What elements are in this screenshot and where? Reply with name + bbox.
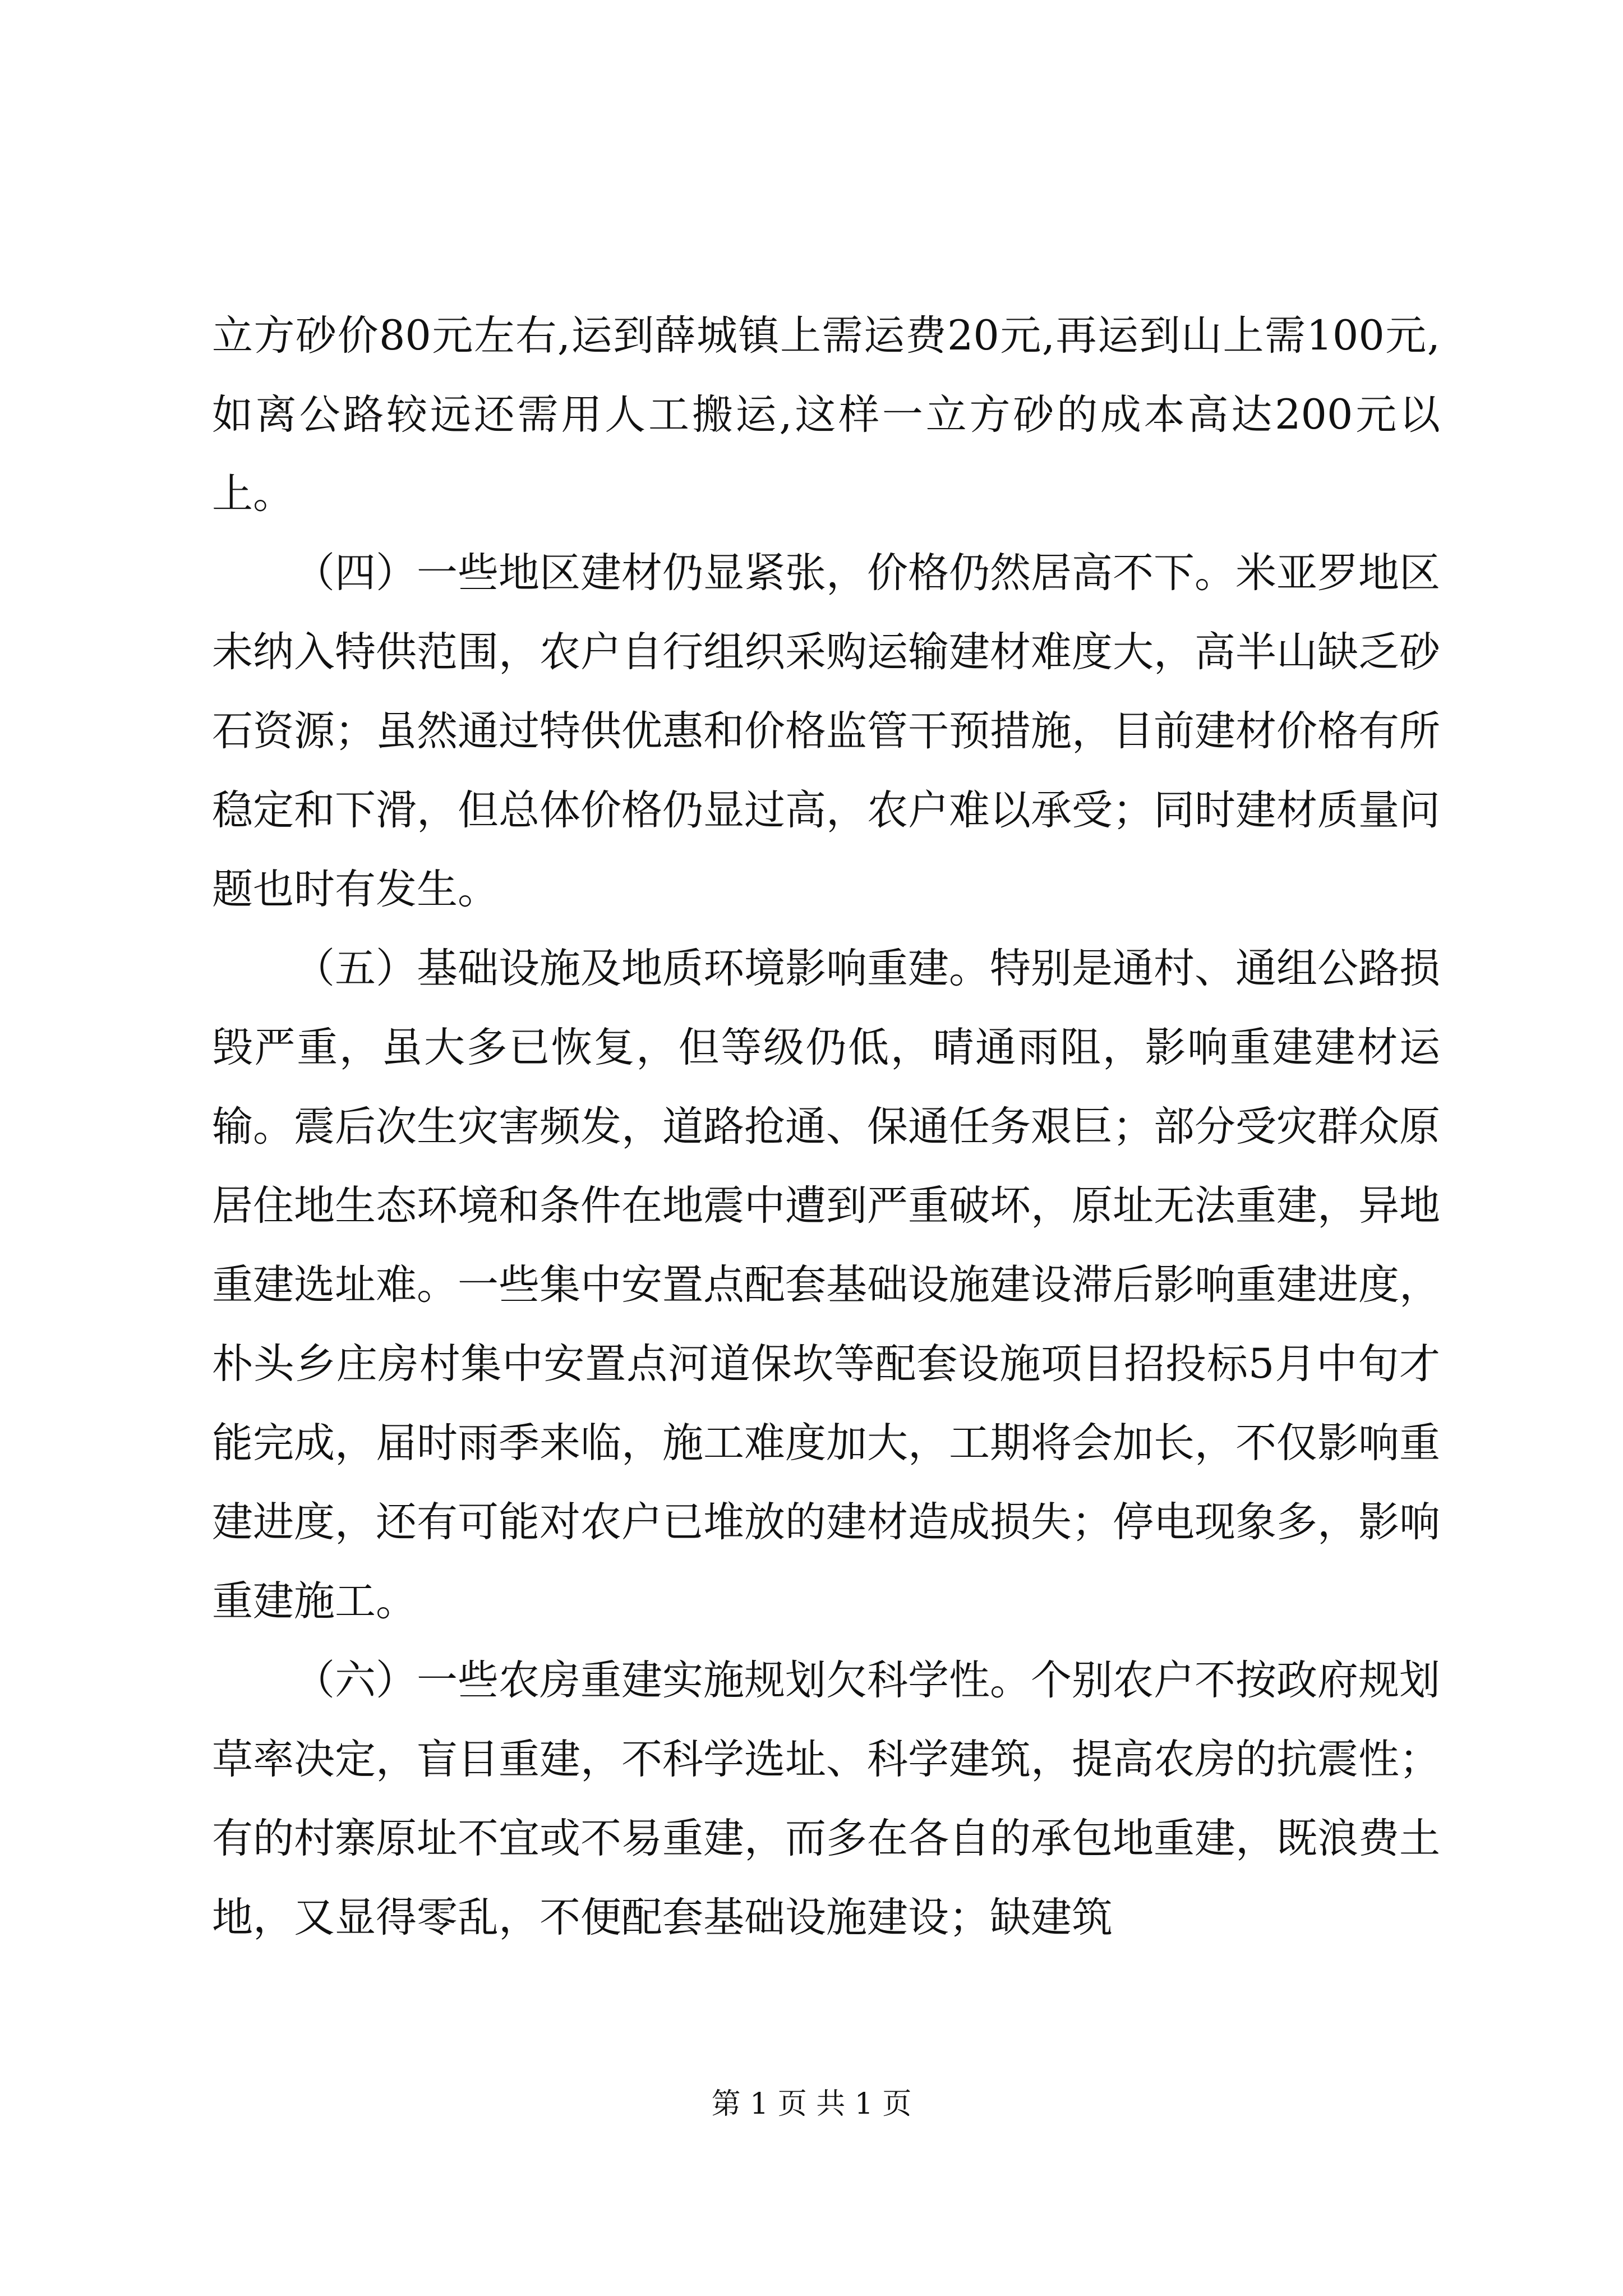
paragraph-section-4: （四）一些地区建材仍显紧张，价格仍然居高不下。米亚罗地区未纳入特供范围，农户自行组织采购运输建材难度大，高半山缺乏砂石资源；虽然通过特供优惠和价格监管干预措施，目前建材价格有所稳定和下滑，但总体价格仍显过高，农户难以承受；同时建材质量问题也时有发生。	[212, 549, 1440, 913]
paragraph-section-5: （五）基础设施及地质环境影响重建。特别是通村、通组公路损毁严重，虽大多已恢复，但等级仍低，晴通雨阻，影响重建建材运输。震后次生灾害频发，道路抢通、保通任务艰巨；部分受灾群众原居住地生态环境和条件在地震中遭到严重破坏，原址无法重建，异地重建选址难。一些集中安置点配套基础设施建设滞后影响重建进度，朴头乡庄房村集中安置点河道保坎等配套设施项目招投标5月中旬才能完成，届时雨季来临，施工难度加大，工期将会加长，不仅影响重建进度，还有可能对农户已堆放的建材造成损失；停电现象多，影响重建施工。	[212, 945, 1440, 1625]
paragraph-sand-cost: 立方砂价80元左右,运到薛城镇上需运费20元,再运到山上需100元,如离公路较远还需用人工搬运,这样一立方砂的成本高达200元以上。	[212, 312, 1440, 518]
paragraph-section-6: （六）一些农房重建实施规划欠科学性。个别农户不按政府规划草率决定，盲目重建，不科学选址、科学建筑，提高农房的抗震性；有的村寨原址不宜或不易重建，而多在各自的承包地重建，既浪费土地，又显得零乱，不便配套基础设施建设；缺建筑	[212, 1657, 1440, 1941]
document-body	[212, 296, 1440, 1957]
page-footer: 第 1 页 共 1 页	[711, 2087, 912, 2121]
